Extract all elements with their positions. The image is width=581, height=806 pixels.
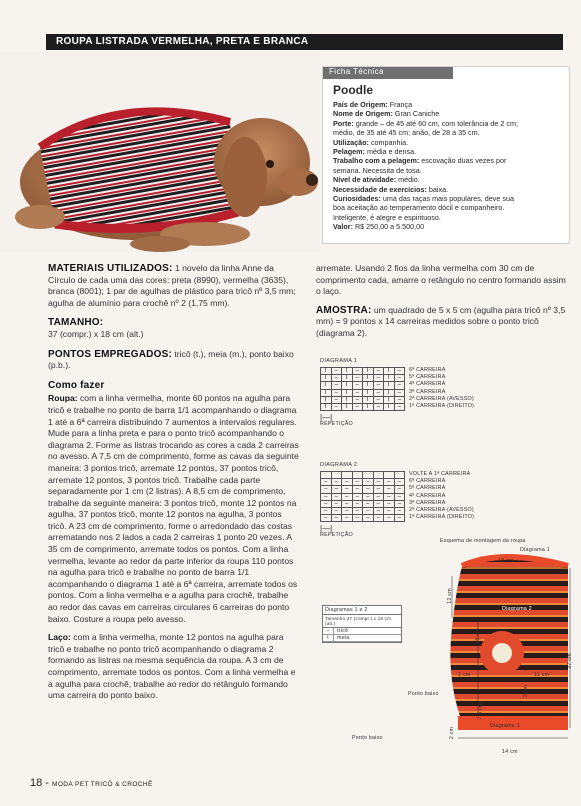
- grid-cell: –: [373, 403, 384, 410]
- grid-cell: [373, 472, 384, 479]
- ficha-line-value: médio, de 35 até 45 cm; anão, de 28 a 35 cm.: [333, 128, 480, 138]
- grid-cell: –: [342, 515, 353, 522]
- grid-row-label: 6ª CARREIRA: [409, 478, 446, 485]
- ficha-line: [333, 128, 565, 137]
- grid-cell: –: [394, 368, 405, 375]
- grid-cell: I: [321, 389, 332, 396]
- ficha-line-label: Necessidade de exercícios:: [333, 184, 427, 194]
- grid-cell: –: [373, 375, 384, 382]
- grid-cell: [363, 472, 374, 479]
- grid-cell: –: [373, 486, 384, 493]
- ficha-line: [333, 147, 565, 156]
- legend-symbol: I: [323, 635, 334, 641]
- diagrama-1-grid: [320, 367, 405, 411]
- esquema-montagem: [402, 538, 578, 763]
- grid-cell: –: [342, 486, 353, 493]
- grid-cell: –: [331, 375, 342, 382]
- magazine-name: MODA PET TRICÔ & CROCHÊ: [52, 781, 153, 788]
- diagrama-1-title: DIAGRAMA 1: [320, 358, 358, 364]
- legend-subtitle: Tamanho 37 (compr.) x 18 cm (alt.): [323, 615, 401, 628]
- legend-items: [323, 628, 401, 642]
- legend-text: tricô: [337, 628, 349, 634]
- dim-3: 3 cm: [523, 684, 530, 698]
- grid-cell: –: [352, 507, 363, 514]
- ficha-line: [333, 222, 565, 231]
- diagrama-2-title: DIAGRAMA 2: [320, 462, 358, 468]
- roupa-paragraph: [48, 393, 300, 625]
- grid-cell: I: [321, 396, 332, 403]
- grid-cell: –: [394, 515, 405, 522]
- grid-cell: I: [363, 368, 374, 375]
- section-title-bar: [46, 34, 563, 50]
- pontos-text: tricô (t.), meia (m.), ponto baixo (p.b.).: [48, 348, 294, 371]
- ficha-breed: Poodle: [333, 83, 374, 97]
- grid-cell: –: [342, 479, 353, 486]
- grid-cell: [384, 472, 395, 479]
- ficha-line-label: Porte:: [333, 118, 354, 128]
- grid-cell: –: [394, 493, 405, 500]
- grid-cell: –: [331, 479, 342, 486]
- grid-cell: –: [363, 479, 374, 486]
- grid-cell: I: [384, 375, 395, 382]
- grid-row-label: 4ª CARREIRA: [409, 381, 446, 388]
- ficha-line: [333, 194, 565, 203]
- ficha-line-label: Nível de atividade:: [333, 175, 397, 185]
- legend-item: [323, 628, 401, 635]
- grid-cell: –: [331, 389, 342, 396]
- ficha-lines: [333, 100, 565, 232]
- grid-cell: –: [352, 375, 363, 382]
- grid-cell: I: [363, 396, 374, 403]
- legend-symbol: –: [323, 628, 334, 634]
- grid-row: [321, 472, 405, 479]
- grid-cell: –: [331, 507, 342, 514]
- left-column: [48, 263, 300, 709]
- tamanho-text: 37 (compr.) x 18 cm (alt.): [48, 328, 144, 339]
- ficha-line: [333, 138, 565, 147]
- ficha-header: [323, 67, 453, 79]
- grid-cell: –: [352, 368, 363, 375]
- grid-cell: –: [331, 493, 342, 500]
- grid-cell: –: [394, 396, 405, 403]
- grid-row: [321, 403, 405, 410]
- grid-cell: I: [342, 389, 353, 396]
- grid-cell: I: [363, 382, 374, 389]
- grid-row: [321, 515, 405, 522]
- grid-cell: –: [363, 515, 374, 522]
- grid-cell: –: [352, 396, 363, 403]
- grid-cell: –: [394, 500, 405, 507]
- grid-row-label: 1ª CARREIRA (DIREITO): [409, 514, 475, 521]
- dim-11: 11 cm: [534, 672, 550, 678]
- grid-cell: –: [352, 515, 363, 522]
- como-fazer-heading: Como fazer: [48, 379, 105, 391]
- materiais-section: [48, 263, 300, 309]
- ficha-line: [333, 156, 565, 165]
- grid-cell: –: [321, 479, 332, 486]
- grid-cell: [331, 472, 342, 479]
- grid-cell: I: [384, 403, 395, 410]
- grid-cell: –: [331, 486, 342, 493]
- grid-cell: –: [384, 515, 395, 522]
- grid-cell: –: [394, 389, 405, 396]
- legend-item: [323, 635, 401, 642]
- grid-cell: I: [342, 396, 353, 403]
- ficha-line: [333, 185, 565, 194]
- grid-cell: [321, 472, 332, 479]
- legend-title: Diagramas 1 e 2: [323, 606, 401, 615]
- dim-12: 12 cm: [446, 588, 453, 604]
- dim-1: 1 cm: [458, 672, 471, 678]
- dim-18: 18 cm: [498, 558, 514, 564]
- grid-row: [321, 507, 405, 514]
- grid-cell: –: [342, 507, 353, 514]
- grid-cell: [352, 472, 363, 479]
- right-text: arremate. Usando 2 fios da linha vermelha com 30 cm de comprimento cada, amarre o retângulo no centro formando assim o laço.: [316, 263, 566, 297]
- grid-cell: I: [384, 389, 395, 396]
- page-footer: [30, 777, 153, 789]
- grid-cell: –: [331, 403, 342, 410]
- ficha-line-label: Valor:: [333, 222, 353, 232]
- grid-cell: –: [321, 515, 332, 522]
- grid-cell: I: [321, 403, 332, 410]
- amostra-heading: AMOSTRA:: [316, 304, 372, 316]
- grid-cell: [342, 472, 353, 479]
- ficha-line-value: R$ 250,00 a 5.500,00: [352, 222, 425, 232]
- grid-cell: –: [321, 507, 332, 514]
- grid-cell: –: [352, 389, 363, 396]
- grid-cell: –: [373, 396, 384, 403]
- grid-row-label: 5ª CARREIRA: [409, 485, 446, 492]
- ficha-line-value: média e densa.: [364, 147, 417, 157]
- dim-14: 14 cm: [502, 749, 518, 755]
- ficha-line: [333, 100, 565, 109]
- grid-row-label: 1ª CARREIRA (DIREITO): [409, 402, 475, 409]
- esquema-diagrama1-bottom: Diagrama 1: [490, 723, 520, 729]
- grid-cell: –: [331, 500, 342, 507]
- tamanho-heading: TAMANHO:: [48, 317, 104, 329]
- grid-cell: –: [352, 479, 363, 486]
- grid-cell: –: [373, 500, 384, 507]
- ficha-line: [333, 203, 565, 212]
- ficha-line-value: França: [387, 100, 413, 109]
- grid-row-label: 6ª CARREIRA: [409, 367, 446, 373]
- diagrama-1: [320, 358, 474, 427]
- dim-75: 7,5 cm: [477, 702, 484, 720]
- grid-row-label: 5ª CARREIRA: [409, 374, 446, 381]
- grid-cell: I: [342, 375, 353, 382]
- grid-cell: I: [363, 389, 374, 396]
- section-title: ROUPA LISTRADA VERMELHA, PRETA E BRANCA: [56, 36, 309, 47]
- ficha-line-label: Pelagem:: [333, 147, 365, 157]
- grid-row-label: 4ª CARREIRA: [409, 492, 446, 499]
- ficha-line: [333, 175, 565, 184]
- esquema-ponto-baixo-2: Ponto baixo: [352, 735, 383, 741]
- grid-row: [321, 382, 405, 389]
- laco-text: com a linha vermelha, monte 12 pontos na agulha para tricô e trabalhe no ponto tricô acompanhando o diagrama 2 formando as listras na mesma sequência da roupa. A 3 cm de comprimento, arremate todos os pontos. Com a linha vermelha e a agulha para crochê, trabalhe ao redor do retângulo formando uma carreira do ponto baixo.: [48, 632, 296, 701]
- grid-cell: I: [321, 368, 332, 375]
- grid-cell: I: [363, 403, 374, 410]
- grid-cell: I: [321, 382, 332, 389]
- grid-cell: –: [342, 493, 353, 500]
- grid-cell: –: [331, 368, 342, 375]
- dim-2: 2 cm: [449, 726, 456, 740]
- page-number: 18: [30, 777, 43, 789]
- ficha-line-value: médio.: [396, 175, 420, 185]
- grid-cell: –: [394, 507, 405, 514]
- ficha-header-label: Ficha Técnica: [329, 67, 384, 76]
- grid-row-label: 2ª CARREIRA (AVESSO): [409, 395, 474, 402]
- grid-cell: –: [384, 500, 395, 507]
- footer-sep: -: [42, 777, 53, 789]
- laco-paragraph: [48, 632, 300, 702]
- roupa-label: Roupa:: [48, 393, 78, 404]
- ficha-tecnica-box: [322, 66, 570, 244]
- ficha-line-label: País de Origem:: [333, 100, 388, 109]
- grid-cell: –: [373, 479, 384, 486]
- grid-row-label: 3ª CARREIRA: [409, 499, 446, 506]
- grid-cell: –: [363, 500, 374, 507]
- grid-cell: –: [342, 500, 353, 507]
- legend-box: [322, 605, 402, 643]
- roupa-text: com a linha vermelha, monte 60 pontos na agulha para tricô e trabalhe no ponto de barra 1/1 acompanhando o diagrama 1 até a 6ª carreira distribuindo 7 aumentos a intervalos regulares. Mude para a linha preta e para o ponto tricô acompanhando o diagrama 2. Forme as listras trocando as cores a cada 2 carreiras no avesso. A 7,5 cm de comprimento, forme as cavas da seguinte maneira: 3 pontos tricô, arremate 12 pontos, 37 pontos tricô, arremate 12 pontos, 3 pontos tricô. Trabalhe cada parte separadamente por 1 cm (2 listras). A 8,5 cm de comprimento, trabalhe da seguinte maneira: 3 pontos tricô, monte 12 pontos na agulha, 37 pontos tricô, monte 12 pontos na agulha, 3 pontos tricô. A 23 cm de comprimento, forme o arredondado das costas arrematando nos 2 lados a cada 2 carreiras 1 ponto 20 vezes. A 35 cm de comprimento, arremate todos os pontos. Com a linha vermelha, levante ao redor da parte inferior da roupa 110 pontos na agulha para tricô e trabalhe no ponto de barra 1/1 acompanhando o diagrama 1 até a 6ª carreira, arremate todos os pontos. Com a linha vermelha e a agulha para crochê, trabalhe ao redor das cavas em carreiras circulares 6 carreiras do ponto baixo. Costure a roupa pelo avesso.: [48, 393, 299, 624]
- grid-cell: –: [394, 382, 405, 389]
- ficha-line: [333, 213, 565, 222]
- repeat-bracket-2: |—|: [320, 524, 333, 534]
- grid-cell: –: [384, 507, 395, 514]
- amostra-section: [316, 305, 570, 340]
- grid-cell: –: [373, 507, 384, 514]
- grid-cell: –: [352, 382, 363, 389]
- grid-cell: –: [373, 382, 384, 389]
- ficha-line: [333, 109, 565, 118]
- grid-cell: –: [394, 375, 405, 382]
- grid-row-label: 3ª CARREIRA: [409, 388, 446, 395]
- grid-cell: –: [373, 389, 384, 396]
- ficha-line: [333, 119, 565, 128]
- ficha-line-value: Gran Caniche: [392, 109, 440, 119]
- ficha-line-value: grande – de 45 até 60 cm, com tolerância de 2 cm;: [353, 118, 518, 128]
- diagrama-2-row-labels: [409, 471, 474, 522]
- esquema-diagrama2: Diagrama 2: [502, 606, 532, 612]
- grid-cell: –: [373, 515, 384, 522]
- grid-row: [321, 375, 405, 382]
- laco-label: Laço:: [48, 632, 71, 643]
- grid-cell: –: [363, 493, 374, 500]
- diagrama-2-repeat: REPETIÇÃO: [320, 532, 353, 539]
- ficha-line-label: Utilização:: [333, 137, 369, 147]
- grid-cell: –: [384, 479, 395, 486]
- grid-cell: I: [342, 368, 353, 375]
- grid-row: [321, 493, 405, 500]
- grid-row: [321, 500, 405, 507]
- ficha-line-value: companhia.: [368, 137, 409, 147]
- diagrama-1-row-labels: [409, 367, 474, 411]
- pontos-heading: PONTOS EMPREGADOS:: [48, 348, 172, 360]
- grid-row: [321, 396, 405, 403]
- diagrama-1-repeat: REPETIÇÃO: [320, 421, 353, 428]
- grid-cell: –: [331, 515, 342, 522]
- grid-cell: –: [394, 486, 405, 493]
- dim-37: 37 cm: [566, 653, 573, 669]
- ficha-line-label: Nome de Origem:: [333, 109, 393, 119]
- grid-row: [321, 368, 405, 375]
- grid-cell: [394, 472, 405, 479]
- esquema-title: Esquema de montagem da roupa: [440, 538, 526, 544]
- grid-cell: –: [352, 403, 363, 410]
- grid-row: [321, 486, 405, 493]
- ficha-line-value: semana. Necessita de tosa.: [333, 165, 422, 175]
- diagrama-2-grid: [320, 471, 405, 522]
- esquema-diagrama1-top: Diagrama 1: [520, 547, 550, 553]
- grid-cell: –: [352, 500, 363, 507]
- grid-cell: –: [321, 486, 332, 493]
- dog-photo: [0, 52, 320, 252]
- grid-cell: –: [363, 507, 374, 514]
- grid-cell: –: [394, 479, 405, 486]
- pontos-section: [48, 349, 300, 372]
- ficha-line-value: uma das raças mais populares, deve sua: [380, 194, 514, 204]
- grid-cell: I: [342, 382, 353, 389]
- grid-cell: –: [321, 500, 332, 507]
- grid-cell: –: [373, 368, 384, 375]
- grid-cell: I: [363, 375, 374, 382]
- grid-cell: –: [352, 493, 363, 500]
- grid-cell: I: [384, 382, 395, 389]
- esquema-ponto-baixo: Ponto baixo: [408, 691, 439, 697]
- grid-cell: –: [384, 493, 395, 500]
- tamanho-section: [48, 317, 300, 340]
- grid-cell: –: [331, 396, 342, 403]
- grid-cell: –: [394, 403, 405, 410]
- ficha-line-value: baixa.: [426, 184, 449, 194]
- grid-cell: –: [321, 493, 332, 500]
- grid-cell: –: [384, 486, 395, 493]
- ficha-line-value: boa aceitação ao temperamento dócil e companheiro.: [333, 203, 505, 213]
- grid-row: [321, 389, 405, 396]
- ficha-line-label: Curiosidades:: [333, 194, 381, 204]
- repeat-bracket-1: |—|: [320, 413, 333, 423]
- dim-15: 15 cm: [474, 628, 481, 644]
- grid-cell: –: [373, 493, 384, 500]
- ficha-line-value: escovação duas vezes por: [419, 156, 507, 166]
- diagrama-2: [320, 462, 474, 538]
- right-column: [316, 263, 570, 347]
- grid-row-label: VOLTE A 1ª CARREIRA: [409, 471, 471, 477]
- ficha-line: [333, 166, 565, 175]
- grid-row-label: 2ª CARREIRA (AVESSO): [409, 506, 474, 513]
- grid-cell: I: [384, 368, 395, 375]
- grid-cell: I: [384, 396, 395, 403]
- grid-cell: I: [342, 403, 353, 410]
- ficha-line-label: Trabalho com a pelagem:: [333, 156, 420, 166]
- materiais-heading: MATERIAIS UTILIZADOS:: [48, 263, 173, 274]
- ficha-line-value: Inteligente, é alegre e espirituoso.: [333, 212, 441, 222]
- grid-cell: –: [352, 486, 363, 493]
- amostra-text: um quadrado de 5 x 5 cm (agulha para tricô nº 3,5 mm) = 9 pontos x 14 carreiras medidos sobre o ponto tricô (diagrama 2).: [316, 304, 566, 338]
- grid-cell: I: [321, 375, 332, 382]
- materiais-text: 1 novelo da linha Anne da Círculo de cada uma das cores: preta (8990), vermelha (3635), branca (8001); 1 par de agulhas de plástico para tricô nº 3,5 mm; agulha de alumínio para crochê nº 2 (1,75 mm).: [48, 263, 296, 308]
- grid-cell: –: [363, 486, 374, 493]
- legend-text: meia: [337, 635, 350, 641]
- grid-cell: –: [331, 382, 342, 389]
- grid-row: [321, 479, 405, 486]
